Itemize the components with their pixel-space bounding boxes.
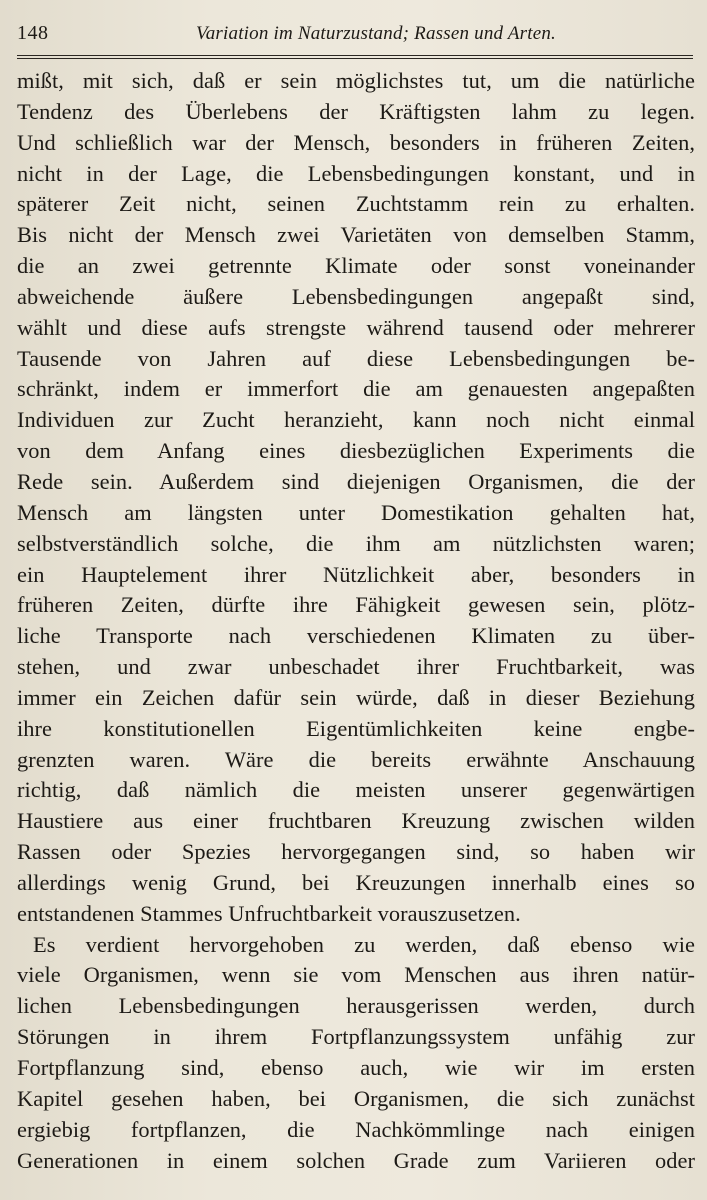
text-line: Rede sein. Außerdem sind diejenigen Organismen, die der — [17, 468, 695, 494]
text-line: Fortpflanzung sind, ebenso auch, wie wir im ersten — [17, 1055, 695, 1080]
text-line: die an zwei getrennte Klimate oder sonst voneinander — [17, 253, 695, 279]
header-rule-thin — [17, 58, 693, 59]
text-line: mißt, mit sich, daß er sein möglichstes tut, um die natürliche — [17, 68, 695, 93]
text-line: nicht in der Lage, die Lebensbedingungen konstant, und in — [17, 160, 695, 186]
text-line: Tausende von Jahren auf diese Lebensbedingungen be- — [17, 345, 695, 371]
text-line: Kapitel gesehen haben, bei Organismen, die sich zunächst — [17, 1085, 695, 1111]
text-line: stehen, und zwar unbeschadet ihrer Fruchtbarkeit, was — [17, 654, 695, 680]
running-title: Variation im Naturzustand; Rassen und Arten. — [196, 23, 556, 44]
running-head — [17, 22, 695, 45]
text-line: früheren Zeiten, dürfte ihre Fähigkeit gewesen sein, plötz- — [17, 592, 695, 618]
text-line: Generationen in einem solchen Grade zum Variieren oder — [17, 1147, 695, 1173]
text-line: allerdings wenig Grund, bei Kreuzungen innerhalb eines so — [17, 869, 695, 895]
paragraph-end-line: entstandenen Stammes Unfruchtbarkeit vorauszusetzen. — [17, 900, 521, 926]
text-line: grenzten waren. Wäre die bereits erwähnte Anschauung — [17, 746, 695, 772]
paragraph-start-line: Es verdient hervorgehoben zu werden, daß ebenso wie — [33, 931, 695, 957]
text-line: Tendenz des Überlebens der Kräftigsten lahm zu legen. — [17, 98, 695, 124]
text-line: Individuen zur Zucht heranzieht, kann noch nicht einmal — [17, 407, 695, 433]
page-number: 148 — [17, 22, 49, 44]
body-text — [17, 66, 695, 1176]
text-line: viele Organismen, wenn sie vom Menschen aus ihren natür- — [17, 962, 695, 988]
text-line: späterer Zeit nicht, seinen Zuchtstamm rein zu erhalten. — [17, 191, 695, 217]
text-line: Haustiere aus einer fruchtbaren Kreuzung zwischen wilden — [17, 808, 695, 834]
text-line: Und schließlich war der Mensch, besonders in früheren Zeiten, — [17, 129, 695, 155]
text-line: ihre konstitutionellen Eigentümlichkeiten keine engbe- — [17, 715, 695, 741]
text-line: Bis nicht der Mensch zwei Varietäten von demselben Stamm, — [17, 222, 695, 248]
text-line: von dem Anfang eines diesbezüglichen Experiments die — [17, 438, 695, 464]
text-line: richtig, daß nämlich die meisten unserer gegenwärtigen — [17, 777, 695, 803]
text-line: wählt und diese aufs strengste während tausend oder mehrerer — [17, 314, 695, 340]
text-line: abweichende äußere Lebensbedingungen angepaßt sind, — [17, 283, 695, 309]
text-line: Rassen oder Spezies hervorgegangen sind, so haben wir — [17, 839, 695, 865]
text-line: selbstverständlich solche, die ihm am nützlichsten waren; — [17, 530, 695, 556]
text-line: liche Transporte nach verschiedenen Klimaten zu über- — [17, 623, 695, 649]
text-line: ergiebig fortpflanzen, die Nachkömmlinge nach einigen — [17, 1116, 695, 1142]
text-line: schränkt, indem er immerfort die am genauesten angepaßten — [17, 376, 695, 402]
text-line: immer ein Zeichen dafür sein würde, daß in dieser Beziehung — [17, 684, 695, 710]
text-line: lichen Lebensbedingungen herausgerissen werden, durch — [17, 993, 695, 1019]
text-line: ein Hauptelement ihrer Nützlichkeit aber, besonders in — [17, 561, 695, 587]
header-rule — [17, 55, 693, 56]
text-line: Störungen in ihrem Fortpflanzungssystem unfähig zur — [17, 1024, 695, 1050]
text-line: Mensch am längsten unter Domestikation gehalten hat, — [17, 499, 695, 525]
